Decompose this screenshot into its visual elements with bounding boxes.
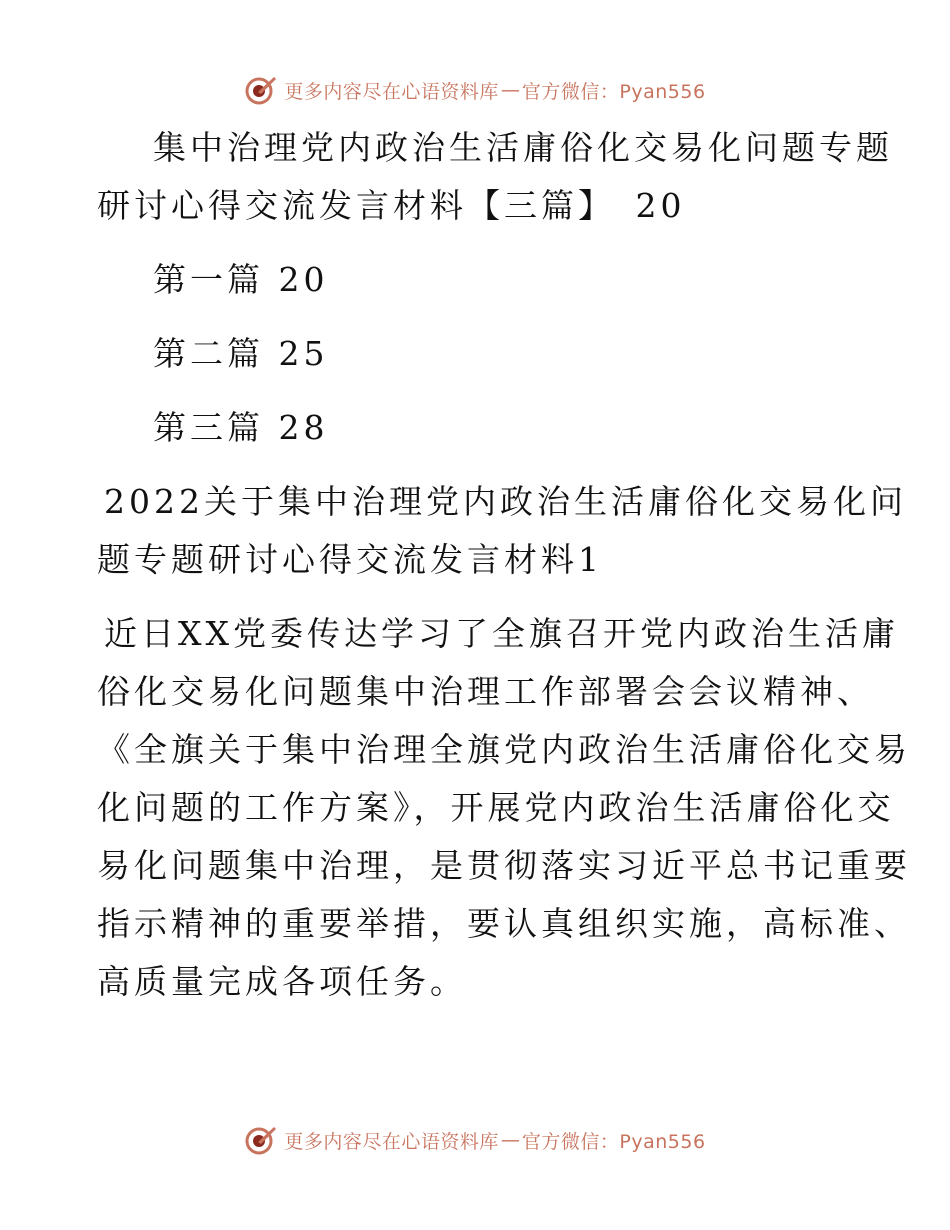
body-line-4: 化问题的工作方案》，开展党内政治生活庸俗化交 [97, 788, 895, 827]
body-line-6: 指示精神的重要举措，要认真组织实施，高标准、 [97, 904, 911, 943]
watermark-dash: — [500, 1129, 520, 1151]
watermark-contact: 官方微信：Pyan556 [521, 80, 706, 103]
pen-logo-icon [244, 1123, 278, 1157]
body-line-7: 高质量完成各项任务。 [97, 962, 467, 1001]
doc-title-line-1: 集中治理党内政治生活庸俗化交易化问题专题 [153, 128, 893, 167]
toc-item-3: 第三篇 28 [153, 408, 329, 447]
watermark-text: 更多内容尽在心语资料库 [284, 80, 499, 103]
watermark-footer [0, 1120, 950, 1160]
toc-item-1: 第一篇 20 [153, 260, 329, 299]
body-line-5: 易化问题集中治理，是贯彻落实习近平总书记重要 [97, 846, 911, 885]
watermark-text: 更多内容尽在心语资料库 [284, 1130, 499, 1153]
toc-item-2: 第二篇 25 [153, 334, 329, 373]
body-line-2: 俗化交易化问题集中治理工作部署会会议精神、 [97, 672, 874, 711]
section-heading-line-2: 题专题研讨心得交流发言材料1 [97, 540, 603, 579]
body-line-3: 《全旗关于集中治理全旗党内政治生活庸俗化交易 [97, 730, 911, 769]
doc-title-line-2: 研讨心得交流发言材料【三篇】 20 [97, 186, 686, 225]
pen-logo-icon [244, 73, 278, 107]
section-heading-line-1: 2022关于集中治理党内政治生活庸俗化交易化问 [104, 482, 907, 521]
watermark-dash: — [500, 79, 520, 101]
body-line-1: 近日XX党委传达学习了全旗召开党内政治生活庸 [104, 614, 899, 653]
watermark-header [0, 70, 950, 110]
watermark-contact: 官方微信：Pyan556 [521, 1130, 706, 1153]
